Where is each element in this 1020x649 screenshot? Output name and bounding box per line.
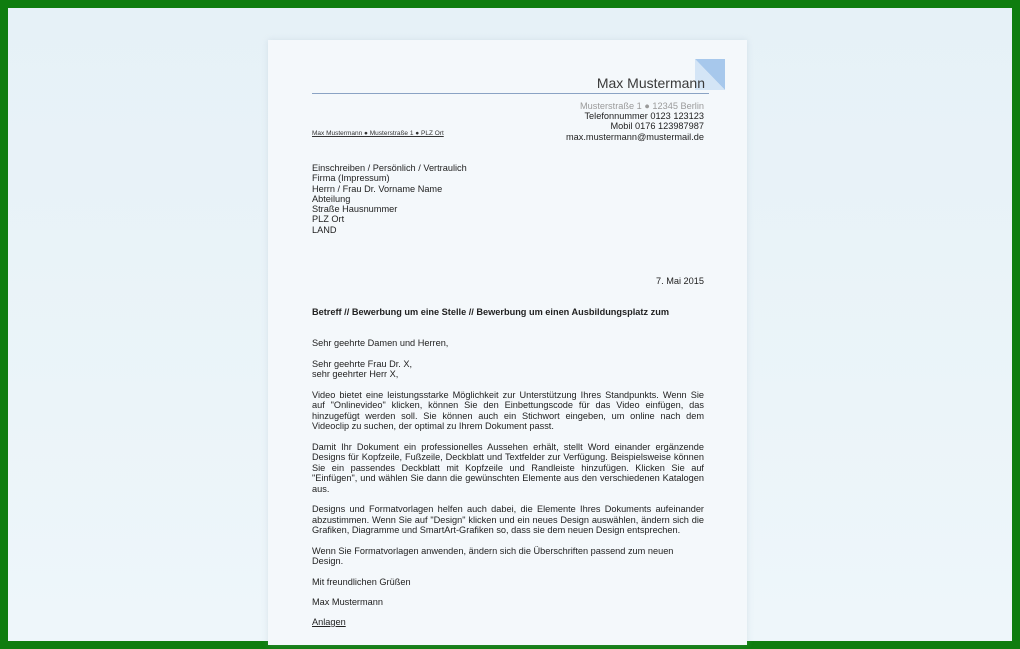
letter-date: 7. Mai 2015 (655, 276, 704, 286)
salutation-alt-line: sehr geehrter Herr X, (312, 369, 399, 380)
contact-phone: Telefonnummer 0123 123123 (584, 111, 704, 122)
body-paragraph: Damit Ihr Dokument ein professionelles Aussehen erhält, stellt Word einander ergänzende Designs für Kopfzeile, Fußzeile, Deckblatt und Textfelder zur Verfügung. Beispielsweise können Sie ein passendes Deckblatt mit Kopfzeile und Randleiste hinzufügen. Klicken Sie auf "Einfügen", und wählen Sie dann die gewünschten Elemente aus den verschiedenen Katalogen aus. (312, 442, 704, 494)
contact-mobile: Mobil 0176 123987987 (610, 121, 704, 132)
body-paragraph: Video bietet eine leistungsstarke Möglichkeit zur Unterstützung Ihres Standpunkts. Wenn Sie auf "Onlinevideo" klicken, können Sie den Einbettungscode für das Video einfügen, das hinzugefügt werden soll. Sie können auch ein Stichwort eingeben, um online nach dem Videoclip zu suchen, der optimal zu Ihrem Dokument passt. (312, 390, 704, 432)
contact-email: max.mustermann@mustermail.de (566, 131, 704, 142)
body-paragraph: Designs und Formatvorlagen helfen auch dabei, die Elemente Ihres Dokuments aufeinander abzustimmen. Wenn Sie auf "Design" klicken und ein neues Design auswählen, ändern sich die Grafiken, Diagramme und SmartArt-Grafiken so, dass sie dem neuen Design entsprechen. (312, 504, 704, 536)
salutation-alt-line: Sehr geehrte Frau Dr. X, (312, 358, 413, 369)
recipient-line: Straße Hausnummer (312, 204, 398, 215)
recipient-line: Abteilung (312, 193, 351, 204)
recipient-line: Herrn / Frau Dr. Vorname Name (312, 183, 443, 194)
closing: Mit freundlichen Grüßen (312, 577, 411, 588)
recipient-line: Firma (Impressum) (312, 173, 390, 184)
header-divider (312, 93, 709, 94)
attachments-label: Anlagen (312, 617, 346, 627)
salutation-alternatives (312, 359, 704, 380)
recipient-line: Einschreiben / Persönlich / Vertraulich (312, 163, 467, 173)
contact-address: Musterstraße 1 ● 12345 Berlin (579, 101, 704, 111)
header-sender-name: Max Mustermann (596, 75, 705, 91)
recipient-line: LAND (312, 224, 337, 235)
contact-block (566, 101, 704, 142)
sender-return-line: Max Mustermann ● Musterstraße 1 ● PLZ Ort (312, 130, 444, 137)
body-paragraph: Wenn Sie Formatvorlagen anwenden, ändern sich die Überschriften passend zum neuen Design. (312, 546, 674, 567)
letter-body (312, 338, 704, 598)
signature-name: Max Mustermann (312, 597, 383, 607)
letter-subject: Betreff // Bewerbung um eine Stelle // Bewerbung um einen Ausbildungsplatz zum (312, 307, 669, 317)
recipient-block (312, 163, 467, 235)
letter-page (268, 40, 747, 645)
salutation: Sehr geehrte Damen und Herren, (312, 338, 449, 348)
recipient-line: PLZ Ort (312, 214, 345, 225)
